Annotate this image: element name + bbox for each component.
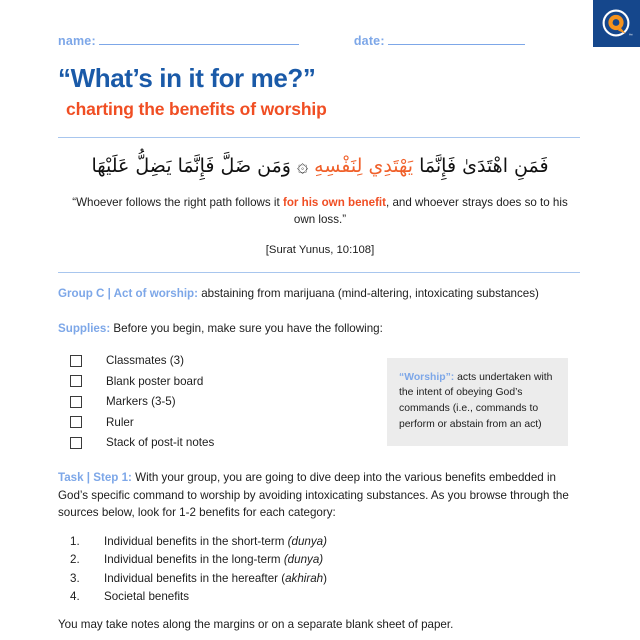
checkbox[interactable] bbox=[70, 375, 82, 387]
group-row bbox=[58, 286, 582, 303]
task-text: With your group, you are going to dive deep into the various benefits embedded in God’s specific command to worship by avoiding intoxicating substances. As you browse through the sources below, look for 1-2 benefits for each category: bbox=[58, 471, 569, 520]
list-item-italic: (dunya) bbox=[287, 534, 327, 548]
worksheet-page bbox=[58, 0, 582, 631]
list-item-number: 3. bbox=[70, 571, 80, 585]
ayah-segment-highlight: يَهْتَدِي لِنَفْسِهِ bbox=[314, 155, 414, 178]
list-item[interactable] bbox=[70, 371, 370, 392]
list-item bbox=[70, 551, 582, 569]
checkbox[interactable] bbox=[70, 437, 82, 449]
supplies-row bbox=[58, 321, 582, 338]
group-text: abstaining from marijuana (mind-altering, intoxicating substances) bbox=[198, 287, 539, 300]
ayah-segment-before: فَمَنِ اهْتَدَىٰ فَإِنَّمَا bbox=[413, 155, 549, 178]
name-label: name: bbox=[58, 34, 96, 48]
page-subtitle: charting the benefits of worship bbox=[66, 99, 327, 120]
supplies-and-definition bbox=[58, 351, 582, 454]
list-item-number: 1. bbox=[70, 534, 80, 548]
group-label: Group C | Act of worship: bbox=[58, 287, 198, 300]
divider-top bbox=[58, 137, 580, 138]
list-item-label bbox=[104, 588, 189, 606]
q-speech-bubble-logo-icon bbox=[601, 8, 633, 40]
translation-highlight: for his own benefit bbox=[282, 195, 387, 209]
translation-before: “Whoever follows the right path follows it bbox=[72, 195, 283, 209]
date-label: date: bbox=[353, 34, 385, 48]
list-item bbox=[70, 570, 582, 588]
list-item bbox=[70, 588, 582, 606]
task-label: Task | Step 1: bbox=[58, 471, 132, 485]
benefit-category-list bbox=[58, 533, 582, 606]
list-item-label: Blank poster board bbox=[106, 374, 204, 388]
checkbox[interactable] bbox=[70, 416, 82, 428]
list-item[interactable] bbox=[70, 351, 370, 372]
translation-after: , and whoever strays does so to his own loss.” bbox=[293, 195, 568, 226]
list-item[interactable] bbox=[70, 433, 370, 454]
list-item-label: Ruler bbox=[106, 415, 134, 429]
date-input-line[interactable] bbox=[388, 32, 525, 45]
supplies-checklist bbox=[58, 351, 370, 454]
quran-verse-translation bbox=[58, 194, 582, 228]
list-item-label: Markers (3-5) bbox=[106, 395, 176, 409]
list-item-number: 2. bbox=[70, 553, 80, 567]
list-item-main: Individual benefits in the short-term bbox=[104, 534, 288, 548]
worship-definition-callout bbox=[387, 358, 568, 446]
list-item-main: Individual benefits in the long-term bbox=[104, 553, 284, 567]
list-item-label bbox=[104, 533, 327, 551]
checkbox[interactable] bbox=[70, 396, 82, 408]
name-input-line[interactable] bbox=[99, 32, 299, 45]
verse-citation: [Surat Yunus, 10:108] bbox=[265, 244, 375, 256]
list-item[interactable] bbox=[70, 392, 370, 413]
divider-bottom bbox=[58, 272, 580, 273]
list-item-tail: ) bbox=[323, 571, 328, 585]
supplies-text: Before you begin, make sure you have the following: bbox=[110, 321, 383, 335]
list-item-label: Classmates (3) bbox=[106, 354, 184, 368]
task-paragraph bbox=[58, 469, 582, 522]
brand-logo bbox=[593, 0, 640, 47]
supplies-label: Supplies: bbox=[58, 321, 111, 335]
list-item bbox=[70, 533, 582, 551]
list-item-main: Societal benefits bbox=[104, 589, 190, 603]
task-footnote: You may take notes along the margins or on a separate blank sheet of paper. bbox=[58, 618, 454, 632]
list-item-label bbox=[104, 570, 327, 588]
quran-verse-arabic bbox=[58, 151, 582, 181]
list-item[interactable] bbox=[70, 412, 370, 433]
list-item-label: Stack of post-it notes bbox=[106, 436, 215, 450]
svg-text:™: ™ bbox=[628, 32, 632, 37]
callout-text: acts undertaken with the intent of obeying God’s commands (i.e., commands to perform or abstain from an act) bbox=[399, 371, 553, 431]
callout-term: “Worship”: bbox=[399, 371, 455, 383]
checkbox[interactable] bbox=[70, 355, 82, 367]
name-date-row bbox=[58, 32, 582, 48]
ayah-segment-after: ۞ وَمَن ضَلَّ فَإِنَّمَا يَضِلُّ عَلَيْهَا bbox=[91, 155, 315, 178]
list-item-label bbox=[104, 551, 323, 569]
list-item-italic: (dunya) bbox=[283, 553, 324, 567]
page-title: “What’s in it for me?” bbox=[58, 63, 316, 93]
list-item-italic: akhirah bbox=[285, 571, 324, 585]
list-item-main: Individual benefits in the hereafter ( bbox=[104, 571, 286, 585]
list-item-number: 4. bbox=[70, 589, 80, 603]
